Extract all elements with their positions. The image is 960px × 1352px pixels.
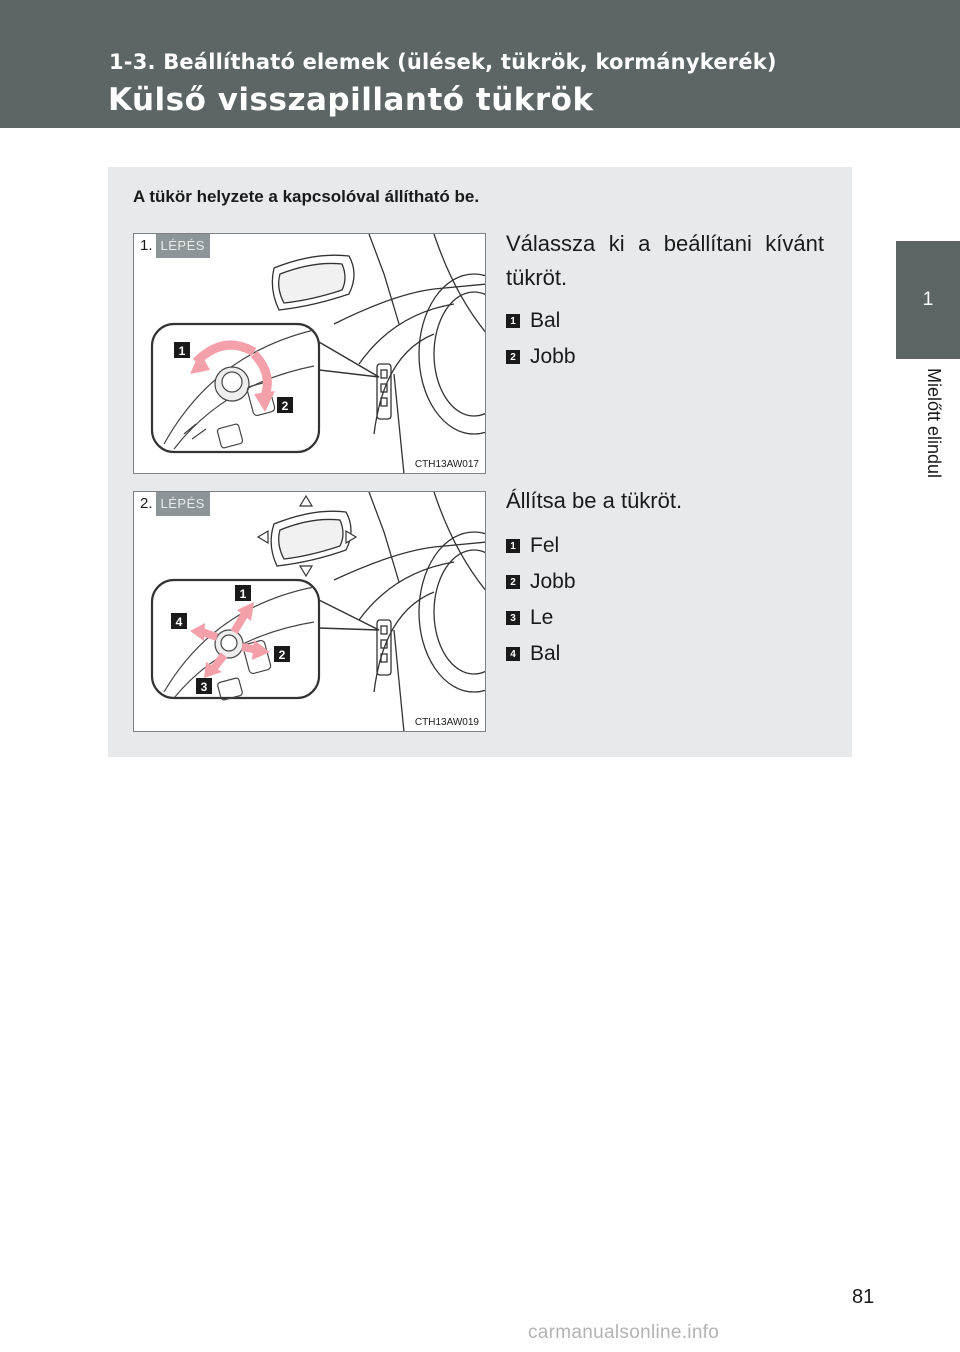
item-label: Le <box>530 606 554 629</box>
section-label: 1-3. Beállítható elemek (ülések, tükrök, kormánykerék) <box>109 50 777 74</box>
number-badge: 1 <box>506 539 520 553</box>
step-2-text: Állítsa be a tükröt. <box>506 488 683 513</box>
step-word: LÉPÉS <box>156 234 210 258</box>
step-1-badge <box>134 234 210 258</box>
chapter-number: 1 <box>922 289 934 310</box>
step-number: 1. <box>134 234 156 258</box>
callout-2: 2 <box>278 648 286 662</box>
list-item <box>506 564 576 600</box>
watermark: carmanualsonline.info <box>528 1322 720 1343</box>
list-item <box>506 528 576 564</box>
item-label: Bal <box>530 642 561 665</box>
item-label: Fel <box>530 534 560 557</box>
number-badge: 2 <box>506 350 520 364</box>
mirror-adjust-illustration <box>134 492 486 732</box>
item-label: Bal <box>530 309 561 332</box>
list-item <box>506 339 576 375</box>
list-item <box>506 600 576 636</box>
step-number: 2. <box>134 492 156 516</box>
step-word: LÉPÉS <box>156 492 210 516</box>
number-badge: 1 <box>506 314 520 328</box>
number-badge: 4 <box>506 647 520 661</box>
callout-3: 3 <box>200 680 208 694</box>
callout-4: 4 <box>175 615 183 629</box>
figure-code: CTH13AW017 <box>414 459 479 470</box>
step-1-options <box>506 303 576 375</box>
step-2-options <box>506 528 576 672</box>
list-item <box>506 636 576 672</box>
list-item <box>506 303 576 339</box>
intro-text: A tükör helyzete a kapcsolóval állítható be. <box>133 187 480 206</box>
callout-2: 2 <box>281 399 289 413</box>
figure-code: CTH13AW019 <box>414 717 479 728</box>
number-badge: 2 <box>506 575 520 589</box>
item-label: Jobb <box>530 570 576 593</box>
mirror-selector-illustration <box>134 234 486 474</box>
chapter-tab[interactable] <box>896 241 960 359</box>
chapter-label: Mielőtt elindul <box>924 368 944 479</box>
page-number: 81 <box>852 1286 875 1308</box>
step-2-badge <box>134 492 210 516</box>
page-header <box>0 0 960 128</box>
item-label: Jobb <box>530 345 576 368</box>
step-1-text: Válassza ki a beállítani kívánt tükröt. <box>506 231 824 290</box>
step-1-figure <box>133 233 486 474</box>
step-2-figure <box>133 491 486 732</box>
page-title: Külső visszapillantó tükrök <box>108 82 594 118</box>
callout-1: 1 <box>239 587 247 601</box>
callout-1: 1 <box>178 344 186 358</box>
number-badge: 3 <box>506 611 520 625</box>
